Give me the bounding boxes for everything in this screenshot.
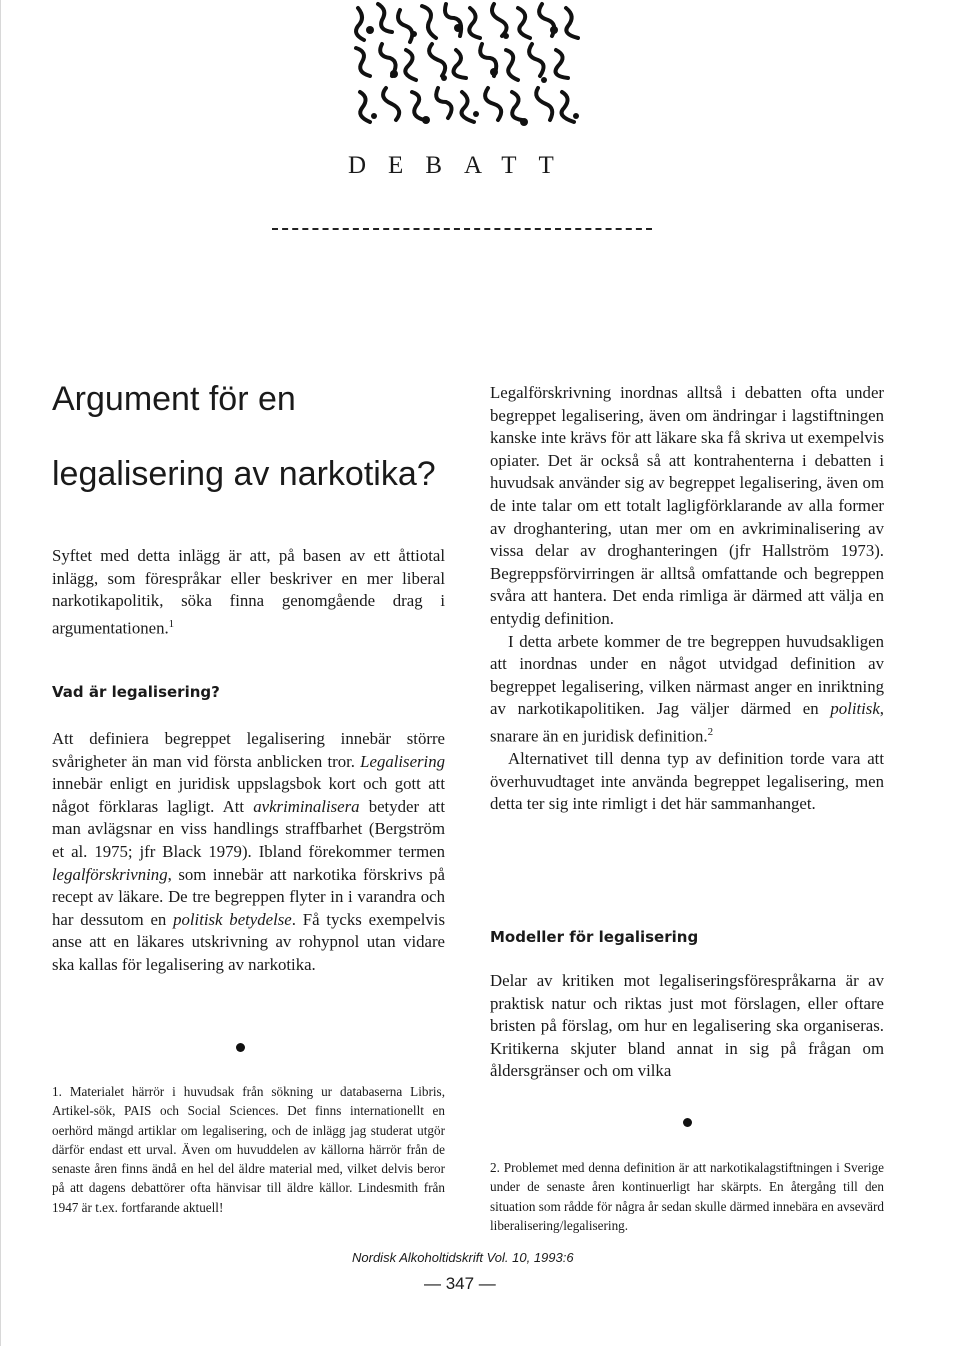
footnote-1: 1. Materialet härrör i huvudsak från sökning ur databaserna Libris, Artikel-sök, PAIS och Social Sciences. Det finns internationellt en oerhörd mängd artiklar om legalisering, och de inlägg jag studerat utgör därför endast ett urval. Även om huvuddelen av källorna härrör från de senaste åren finns ändå en hel del äldre material med, vilket delvis beror på att dagens debattörer ofta hänvisar till äldre källor. Lindesmith från 1947 är t.ex. fortfarande aktuell!	[52, 1084, 445, 1215]
right-paragraph-1: Legalförskrivning inordnas alltså i debatten ofta under begreppet legalisering, även om ändringar i lagstiftningen kanske inte krävs för att läkare ska få skriva ut exempelvis opiater. Det är också så att kontrahenterna i debatten i huvudsak använder sig av begreppet legalisering, även om de inte talar om ett totalt lagligförklarande av alla former av droghantering, utan mer om en avkriminalisering av vissa delar av droghanteringen (jfr Hallström 1973). Begreppsförvirringen är alltså omfattande och begreppen svåra att hantera. Det enda rimliga är därmed att välja en entydig definition.	[490, 383, 884, 628]
right-p2-text-b: , snarare än en juridisk definition.	[490, 699, 884, 746]
footnote-2: 2. Problemet med denna definition är att narkotikalagstiftningen i Sverige under de senaste åren kontinuerligt har skärpts. En återgång till den situation som rådde för några år sedan skulle därmed innebära en avsevärd liberalisering/legalisering.	[490, 1160, 884, 1233]
def-text-a: Att definiera begreppet legalisering innebär större svårigheter än man vid första anblicken tror.	[52, 729, 445, 771]
decorative-ornament	[348, 0, 588, 132]
bullet-divider-left	[236, 1043, 245, 1052]
article-title-line2: legalisering av narkotika?	[52, 455, 436, 493]
footnote-ref-1[interactable]: 1	[168, 617, 175, 630]
term-politisk: politisk	[830, 699, 880, 719]
term-avkriminalisera: avkriminalisera	[253, 796, 360, 816]
journal-citation: Nordisk Alkoholtidskrift Vol. 10, 1993:6	[352, 1250, 574, 1265]
heading-vad-ar-legalisering: Vad är legalisering?	[52, 683, 220, 701]
right-p2-text-a: I detta arbete kommer de tre begreppen huvudsakligen att inordnas under en något utvidgad definition av begreppet legalisering, vilken närmast anger en inriktning av narkotikapolitiken. Jag väljer därmed en	[490, 631, 884, 719]
intro-paragraph	[52, 545, 445, 640]
def-text-c: betyder att man avlägsnar en viss handlings straffbarhet (Bergström et al. 1975; jfr Black 1979). Ibland förekommer termen	[52, 796, 445, 861]
right-column-bottom	[490, 970, 884, 1083]
article-title-line1: Argument för en	[52, 380, 296, 418]
bullet-divider-right	[683, 1118, 692, 1127]
def-text-b: innebär enligt en juridisk uppslagsbok kort och gott att något förklaras lagligt. Att	[52, 774, 445, 816]
scan-edge	[0, 0, 1, 1346]
right-column-top	[490, 382, 884, 816]
dashed-rule	[272, 228, 652, 230]
def-text-e: . Få tycks exempelvis anse att en läkares utskrivning av rohypnol utan vidare ska kallas för legalisering av narkotika.	[52, 909, 445, 974]
definition-paragraph	[52, 728, 445, 977]
term-legalforskrivning: legalförskrivning	[52, 864, 168, 884]
def-text-d: , som innebär att narkotika förskrivs på recept av läkare. De tre begreppen flyter in i varandra och har dessutom en	[52, 864, 445, 929]
right-paragraph-2	[490, 631, 884, 749]
footnote-ref-2[interactable]: 2	[707, 725, 714, 738]
page-number: — 347 —	[424, 1274, 496, 1293]
intro-text: Syftet med detta inlägg är att, på basen av ett åttiotal inlägg, som förespråkar eller beskriver en mer liberal narkotikapolitik, söka finna genomgående drag i argumentationen.	[52, 546, 445, 638]
term-legalisering: Legalisering	[360, 751, 445, 771]
term-politisk-betydelse: politisk betydelse	[173, 909, 292, 929]
right-paragraph-4: Delar av kritiken mot legaliseringsförespråkarna är av praktisk natur och riktas just mot förslagen, eller oftare bristen på förslag, om hur en legalisering ska organiseras. Kritikerna skjuter bland annat in sig på frågan om åldersgränser och om vilka	[490, 971, 884, 1081]
heading-modeller: Modeller för legalisering	[490, 928, 699, 946]
section-label: DEBATT	[348, 152, 576, 179]
right-paragraph-3: Alternativet till denna typ av definition torde vara att överhuvudtaget inte använda begreppet legalisering, men detta ter sig inte rimligt i det här sammanhanget.	[490, 749, 884, 814]
